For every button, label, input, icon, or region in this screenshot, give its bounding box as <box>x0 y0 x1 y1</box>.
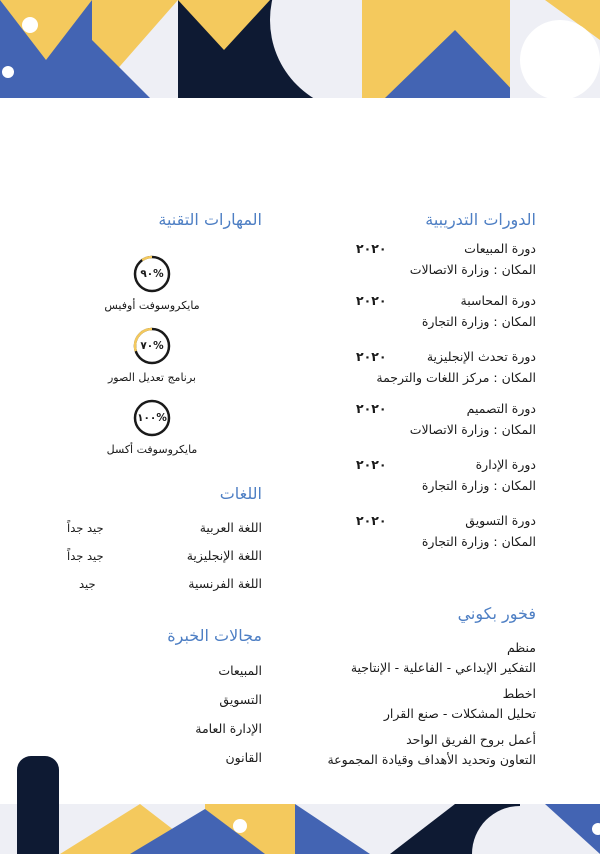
language-level: جيد جداً <box>67 549 104 563</box>
courses-title: الدورات التدريبية <box>425 210 536 229</box>
proud-detail: تحليل المشكلات - صنع القرار <box>383 706 536 721</box>
courses-list <box>306 238 536 562</box>
skill-item <box>62 326 242 384</box>
course-place: المكان : وزارة الاتصالات <box>409 422 536 437</box>
course-year: ٢٠٢٠ <box>356 241 387 256</box>
course-name: دورة التسويق <box>465 513 536 528</box>
course-year: ٢٠٢٠ <box>356 513 387 528</box>
bottom-decorative-band <box>0 804 600 854</box>
skill-progress-ring <box>132 398 172 438</box>
proud-detail: التفكير الإبداعي - الفاعلية - الإنتاجية <box>350 660 536 675</box>
course-name: دورة التصميم <box>466 401 536 416</box>
skill-label: مايكروسوفت أكسل <box>106 443 198 456</box>
skills-title: المهارات التقنية <box>158 210 262 229</box>
course-name: دورة المحاسبة <box>460 293 536 308</box>
decorative-dark-pill <box>17 756 59 854</box>
expertise-item: التسويق <box>219 692 262 707</box>
course-place: المكان : مركز اللغات والترجمة <box>376 370 536 385</box>
language-level: جيد جداً <box>67 521 104 535</box>
skills-list <box>32 254 262 456</box>
language-name: اللغة الإنجليزية <box>186 548 262 563</box>
course-place: المكان : وزارة التجارة <box>421 314 536 329</box>
expertise-title: مجالات الخبرة <box>167 626 262 645</box>
proud-head: منظم <box>506 640 536 655</box>
course-item <box>306 398 536 454</box>
left-column <box>32 208 262 772</box>
languages-title: اللغات <box>219 484 262 503</box>
course-place: المكان : وزارة التجارة <box>421 534 536 549</box>
language-row <box>67 542 262 570</box>
proud-title: فخور بكوني <box>457 604 536 623</box>
course-item <box>306 346 536 398</box>
proud-head: أعمل بروح الفريق الواحد <box>406 732 536 747</box>
course-name: دورة تحدث الإنجليزية <box>426 349 536 364</box>
course-place: المكان : وزارة التجارة <box>421 478 536 493</box>
top-decorative-band <box>0 0 600 98</box>
skill-progress-ring <box>132 326 172 366</box>
languages-list <box>67 514 262 598</box>
skill-label: برنامج تعديل الصور <box>107 371 196 384</box>
expertise-list <box>32 656 262 772</box>
skill-percent: %١٠٠ <box>137 412 167 424</box>
proud-item <box>306 684 536 724</box>
proud-item <box>306 730 536 770</box>
proud-detail: التعاون وتحديد الأهداف وقيادة المجموعة <box>327 752 536 767</box>
skill-label: مايكروسوفت أوفيس <box>104 299 200 312</box>
course-item <box>306 454 536 510</box>
right-column <box>306 208 536 770</box>
proud-list <box>306 638 536 770</box>
course-year: ٢٠٢٠ <box>356 293 387 308</box>
course-item <box>306 510 536 562</box>
course-item <box>306 290 536 346</box>
language-row <box>67 514 262 542</box>
course-year: ٢٠٢٠ <box>356 457 387 472</box>
proud-head: اخطط <box>502 686 536 701</box>
language-name: اللغة العربية <box>199 520 262 535</box>
course-name: دورة المبيعات <box>464 241 536 256</box>
course-year: ٢٠٢٠ <box>356 349 387 364</box>
expertise-item: الإدارة العامة <box>195 721 262 736</box>
course-year: ٢٠٢٠ <box>356 401 387 416</box>
skill-item <box>62 398 242 456</box>
skill-item <box>62 254 242 312</box>
expertise-item: المبيعات <box>218 663 262 678</box>
language-row <box>67 570 262 598</box>
skill-progress-ring <box>132 254 172 294</box>
proud-item <box>306 638 536 678</box>
language-level: جيد <box>79 577 96 591</box>
skill-percent: %٧٠ <box>140 340 164 352</box>
course-name: دورة الإدارة <box>475 457 536 472</box>
language-name: اللغة الفرنسية <box>188 576 262 591</box>
skill-percent: %٩٠ <box>140 268 164 280</box>
course-place: المكان : وزارة الاتصالات <box>409 262 536 277</box>
expertise-item: القانون <box>225 750 262 765</box>
course-item <box>306 238 536 290</box>
